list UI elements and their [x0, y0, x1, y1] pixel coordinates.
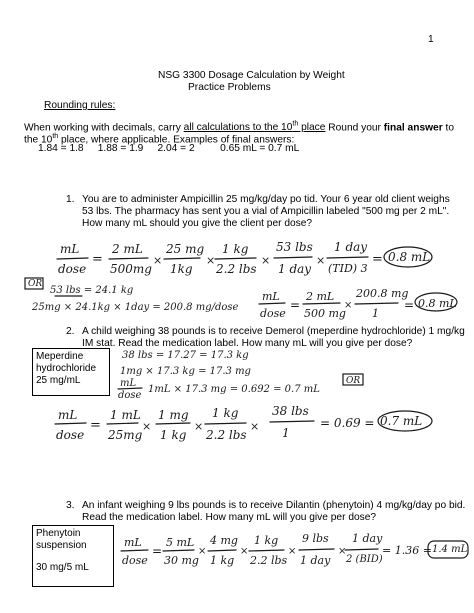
- q3-f2-den: 1 kg: [210, 554, 235, 567]
- q1-or-tag: OR: [28, 279, 43, 289]
- q2-f2-num: 1 mg: [158, 408, 189, 422]
- q1-f3-den: 2.2 lbs: [216, 262, 257, 276]
- q1-f1-den: 500mg: [110, 262, 152, 276]
- q2-label-line-3: 25 mg/mL: [36, 375, 81, 386]
- q3-bar-1: [163, 550, 194, 551]
- q2-answer-circle: [378, 411, 432, 431]
- q1-f1-num: 2 mL: [112, 242, 143, 256]
- q3-bar-4: [299, 549, 334, 550]
- q3-lhs-num: mL: [124, 536, 142, 549]
- q2-step-3-den: dose: [118, 390, 142, 401]
- q3-times-3: ×: [288, 546, 297, 557]
- q1-f4-den: 1 day: [278, 262, 312, 276]
- page-title: NSG 3300 Dosage Calculation by Weight: [158, 70, 345, 81]
- q1-equals-2: =: [372, 252, 383, 267]
- q1-alt-b-f1d: 500 mg: [304, 307, 346, 320]
- q1-line-3: How many mL should you give the client per dose?: [82, 218, 313, 229]
- q1-number: 1.: [66, 194, 75, 205]
- page-subtitle: Practice Problems: [188, 82, 271, 93]
- q2-step-1: 38 lbs = 17.27 = 17.3 kg: [122, 350, 249, 361]
- q1-answer: 0.8 mL: [388, 250, 431, 264]
- q1-f4-num: 53 lbs: [276, 240, 313, 254]
- q3-answer-box: [428, 541, 468, 558]
- q1-f2-num: 25 mg: [166, 242, 205, 256]
- q2-bar-2: [156, 423, 190, 424]
- q1-alt-bar-1: [303, 303, 340, 304]
- rounding-line-2: the 10th place, where applicable. Examples of final answers:: [24, 133, 295, 146]
- q1-alt-bar-lhs: [259, 303, 285, 304]
- q1-bar-5: [327, 257, 368, 258]
- q3-lhs-den: dose: [122, 554, 148, 567]
- q1-bar-lhs: [57, 258, 88, 259]
- q2-times-1: ×: [142, 420, 152, 433]
- rounding-examples: 1.84 = 1.8 1.88 = 1.9 2.04 = 2 0.65 mL = 0.7 mL: [38, 143, 300, 154]
- q1-times-1: ×: [153, 254, 163, 267]
- q1-alt-b-f2n: 200.8 mg: [356, 287, 409, 300]
- q3-f5-den: 2 (BID): [346, 554, 383, 565]
- q3-f4-den: 1 day: [300, 554, 331, 567]
- q3-number: 3.: [66, 500, 75, 511]
- q3-line-1: An infant weighing 9 lbs pounds is to receive Dilantin (phenytoin) 4 mg/kg/day po bid.: [82, 500, 466, 511]
- q1-or-box: [25, 278, 43, 289]
- q1-alt-b-num: mL: [262, 290, 280, 303]
- q1-bar-3: [215, 258, 256, 259]
- q2-step-bar: [118, 388, 142, 389]
- q2-lhs-num: mL: [58, 408, 78, 422]
- q1-alt-bar-2: [355, 303, 398, 304]
- q3-f2-num: 4 mg: [210, 534, 238, 547]
- q1-bar-2: [164, 258, 200, 259]
- q3-f1-num: 5 mL: [166, 536, 195, 549]
- q3-times-4: ×: [338, 546, 347, 557]
- q2-f1-den: 25mg: [108, 428, 143, 442]
- q2-step-2: 1mg × 17.3 kg = 17.3 mg: [120, 366, 251, 377]
- q2-times-2: ×: [194, 420, 204, 433]
- q3-bar-lhs: [121, 550, 148, 551]
- q1-alt-a: 25mg × 24.1kg × 1day = 200.8 mg/dose: [32, 302, 239, 313]
- q1-f3-num: 1 kg: [222, 242, 249, 256]
- q2-bar-4: [270, 421, 314, 422]
- q1-f2-den: 1kg: [170, 262, 193, 276]
- q3-label-line-4: 30 mg/5 mL: [36, 562, 89, 573]
- q3-answer: 1.4 mL: [432, 544, 468, 555]
- rounding-line-1: When working with decimals, carry all calculations to the 10th place Round your final answer to: [24, 121, 454, 134]
- q2-lhs-den: dose: [56, 428, 85, 442]
- q2-bar-lhs: [55, 423, 86, 424]
- q2-times-3: ×: [250, 420, 260, 433]
- q1-lhs-num: mL: [60, 242, 80, 256]
- q3-bar-2: [208, 550, 236, 551]
- page-number: 1: [428, 34, 434, 45]
- q1-alt-answer: 0.8 mL: [418, 297, 457, 310]
- q1-equals: =: [92, 252, 103, 267]
- q2-or-tag: OR: [346, 376, 361, 386]
- q1-alt-weight: 53 lbs = 24.1 kg: [50, 285, 134, 296]
- q1-bar-1: [109, 258, 148, 259]
- q1-line-2: 53 lbs. The pharmacy has sent you a vial of Ampicillin labeled "500 mg per 2 mL".: [82, 206, 450, 217]
- q2-bar-1: [107, 423, 138, 424]
- q2-step-3: 1mL × 17.3 mg = 0.692 = 0.7 mL: [148, 384, 320, 395]
- q2-bar-3: [205, 423, 246, 424]
- q1-alt-b-den: dose: [260, 307, 286, 320]
- q1-times-4: ×: [316, 254, 326, 267]
- q3-line-2: Read the medication label. How many mL will you give per dose?: [82, 512, 377, 523]
- q2-line-2: IM stat. Read the medication label. How many mL will you give per dose?: [82, 338, 413, 349]
- rounding-heading: Rounding rules:: [44, 100, 116, 111]
- q2-f2-den: 1 kg: [160, 428, 187, 442]
- q2-label-line-1: Meperdine: [36, 351, 84, 362]
- q1-alt-b-f1n: 2 mL: [306, 290, 335, 303]
- q1-alt-b-equals: =: [290, 298, 301, 312]
- q3-times-2: ×: [240, 546, 249, 557]
- q2-label-line-2: hydrochloride: [36, 363, 97, 374]
- q2-step-3-lhs: mL: [120, 378, 137, 389]
- q3-bar-5: [345, 549, 378, 550]
- q2-f3-den: 2.2 lbs: [206, 428, 247, 442]
- q2-f4-num: 38 lbs: [272, 404, 309, 418]
- q3-label-line-1: Phenytoin: [36, 528, 81, 539]
- q2-f3-num: 1 kg: [212, 406, 239, 420]
- q1-bar-4: [274, 257, 312, 258]
- q3-f3-num: 1 kg: [254, 534, 279, 547]
- q1-times-3: ×: [261, 254, 271, 267]
- q1-alt-answer-circle: [415, 293, 457, 311]
- q1-alt-b-equals-2: =: [404, 298, 415, 312]
- q2-number: 2.: [66, 326, 75, 337]
- q3-f4-num: 9 lbs: [302, 532, 329, 545]
- q3-equals: =: [152, 544, 163, 558]
- q2-f4-den: 1: [282, 426, 290, 440]
- q1-answer-circle: [384, 247, 432, 267]
- q1-lhs-den: dose: [58, 262, 87, 276]
- q1-f5-den: (TID) 3: [328, 262, 368, 275]
- q1-alt-b-f2d: 1: [372, 307, 379, 320]
- q3-times-1: ×: [198, 546, 207, 557]
- q1-alt-b-times: ×: [344, 300, 353, 311]
- q2-equals: =: [90, 418, 101, 433]
- q2-line-1: A child weighing 38 pounds is to receive Demerol (meperdine hydrochloride) 1 mg/kg: [82, 326, 465, 337]
- q2-f1-num: 1 mL: [110, 408, 141, 422]
- q2-answer: 0.7 mL: [380, 414, 423, 428]
- q3-f3-den: 2.2 lbs: [250, 554, 288, 567]
- q3-f5-num: 1 day: [352, 532, 383, 545]
- q3-result: = 1.36 =: [382, 544, 432, 557]
- q2-result: = 0.69 =: [320, 416, 375, 430]
- q1-line-1: You are to administer Ampicillin 25 mg/kg/day po tid. Your 6 year old client weighs: [82, 194, 450, 205]
- q1-times-2: ×: [206, 254, 216, 267]
- q3-f1-den: 30 mg: [164, 554, 199, 567]
- q3-bar-3: [249, 550, 284, 551]
- q1-f5-num: 1 day: [334, 240, 368, 254]
- q3-label-line-2: suspension: [36, 540, 87, 551]
- q2-or-box: [343, 374, 363, 385]
